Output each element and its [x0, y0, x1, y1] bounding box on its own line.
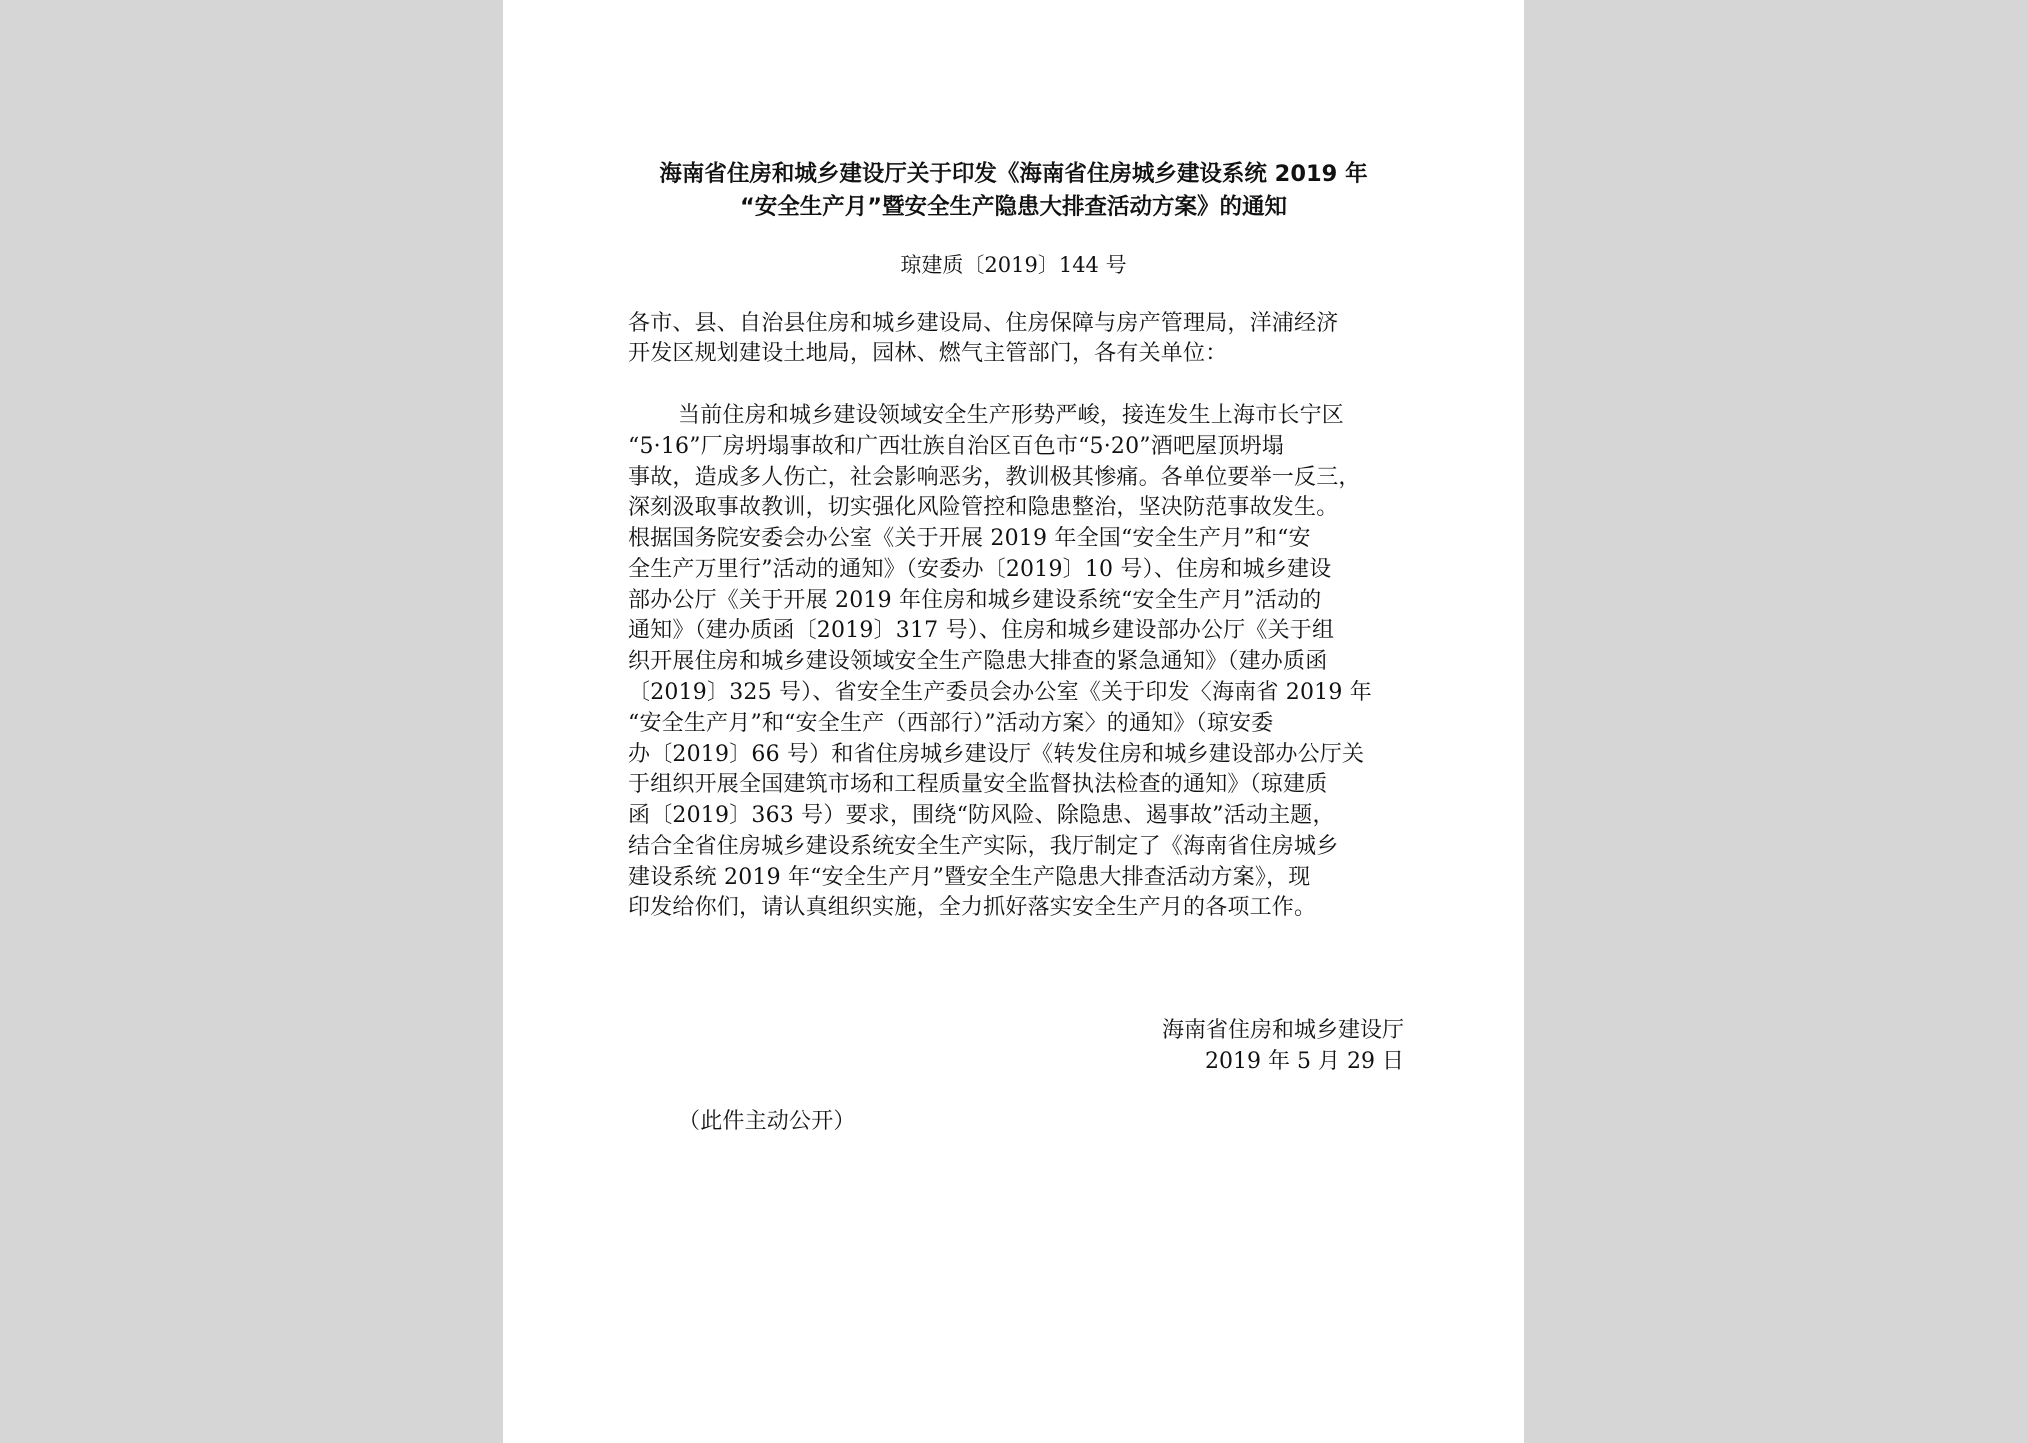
- body-line: 根据国务院安委会办公室《关于开展 2019 年全国“安全生产月”和“安: [628, 526, 1311, 551]
- body-line: 通知》（建办质函〔2019〕317 号）、住房和城乡建设部办公厅《关于组: [628, 618, 1335, 643]
- body-line: 印发给你们，请认真组织实施，全力抓好落实安全生产月的各项工作。: [628, 895, 1317, 920]
- signature-organization: 海南省住房和城乡建设厅: [1161, 1018, 1404, 1043]
- body-line: 结合全省住房城乡建设系统安全生产实际，我厅制定了《海南省住房城乡: [628, 834, 1339, 859]
- document-page: [503, 0, 1524, 1443]
- disclosure-note: （此件主动公开）: [678, 1109, 856, 1134]
- body-line: 部办公厅《关于开展 2019 年住房和城乡建设系统“安全生产月”活动的: [628, 588, 1322, 613]
- body-line: “5·16”厂房坍塌事故和广西壮族自治区百色市“5·20”酒吧屋顶坍塌: [628, 434, 1284, 459]
- body-line: 织开展住房和城乡建设领域安全生产隐患大排查的紧急通知》（建办质函: [628, 649, 1328, 674]
- document-title-line-1: 海南省住房和城乡建设厅关于印发《海南省住房城乡建设系统 2019 年: [659, 161, 1368, 187]
- body-line: 函〔2019〕363 号）要求，围绕“防风险、除隐患、遏事故”活动主题，: [628, 803, 1335, 828]
- body-line: “安全生产月”和“安全生产（西部行）”活动方案〉的通知》（琼安委: [628, 711, 1274, 736]
- addressee-line: 开发区规划建设土地局，园林、燃气主管部门，各有关单位：: [628, 341, 1228, 366]
- body-line: 于组织开展全国建筑市场和工程质量安全监督执法检查的通知》（琼建质: [628, 772, 1328, 797]
- body-line: 当前住房和城乡建设领域安全生产形势严峻，接连发生上海市长宁区: [678, 403, 1345, 428]
- signature-date: 2019 年 5 月 29 日: [1205, 1049, 1404, 1074]
- body-line: 深刻汲取事故教训，切实强化风险管控和隐患整治，坚决防范事故发生。: [628, 495, 1339, 520]
- document-title-line-2: “安全生产月”暨安全生产隐患大排查活动方案》的通知: [739, 194, 1288, 220]
- body-line: 建设系统 2019 年“安全生产月”暨安全生产隐患大排查活动方案》，现: [628, 865, 1311, 890]
- document-number: 琼建质〔2019〕144 号: [900, 253, 1127, 277]
- body-line: 事故，造成多人伤亡，社会影响恶劣，教训极其惨痛。各单位要举一反三，: [628, 465, 1361, 490]
- addressee-line: 各市、县、自治县住房和城乡建设局、住房保障与房产管理局，洋浦经济: [628, 311, 1339, 336]
- body-line: 办〔2019〕66 号）和省住房城乡建设厅《转发住房和城乡建设部办公厅关: [628, 742, 1365, 767]
- body-line: 〔2019〕325 号）、省安全生产委员会办公室《关于印发〈海南省 2019 年: [628, 680, 1372, 705]
- body-line: 全生产万里行”活动的通知》（安委办〔2019〕10 号）、住房和城乡建设: [628, 557, 1332, 582]
